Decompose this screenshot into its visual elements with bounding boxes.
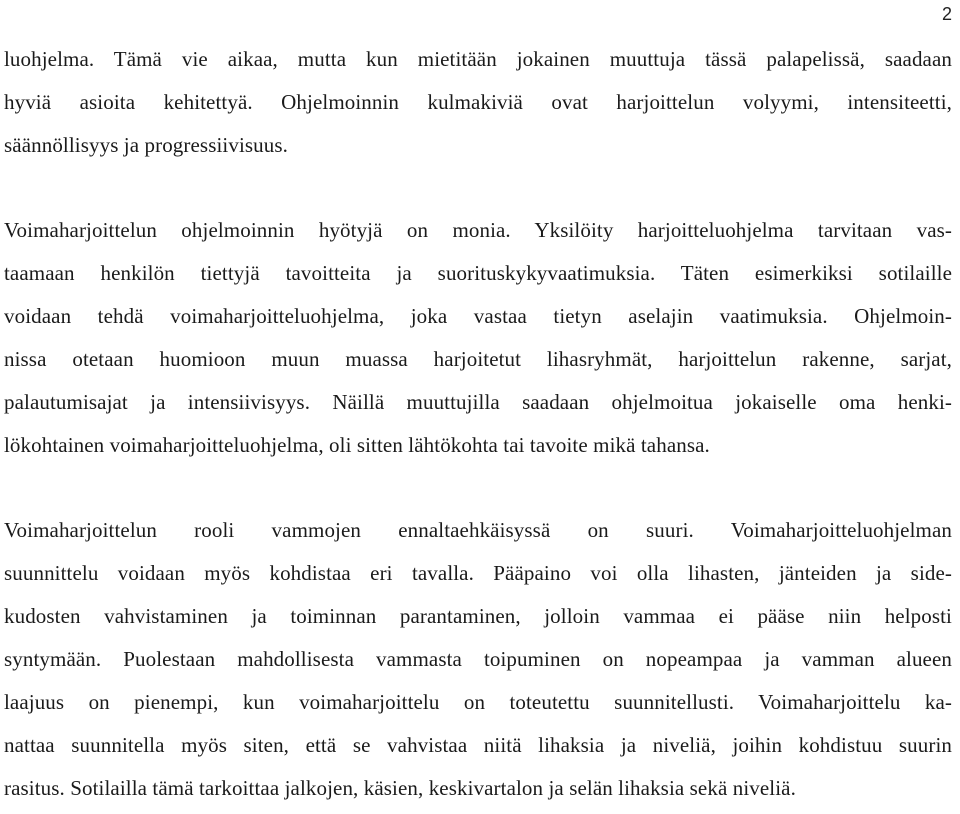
text-line: laajuus on pienempi, kun voimaharjoittelu on toteutettu suunnitellusti. Voimaharjoittelu ka- <box>4 690 952 714</box>
text-line: hyviä asioita kehitettyä. Ohjelmoinnin kulmakiviä ovat harjoittelun volyymi, intensiteetti, <box>4 90 952 114</box>
paragraph-gap <box>4 167 952 209</box>
text-line: säännöllisyys ja progressiivisuus. <box>4 133 288 157</box>
paragraph-2 <box>4 209 952 467</box>
text-line: nissa otetaan huomioon muun muassa harjoitetut lihasryhmät, harjoittelun rakenne, sarjat, <box>4 347 952 371</box>
text-line: nattaa suunnitella myös siten, että se vahvistaa niitä lihaksia ja niveliä, joihin kohdistuu suurin <box>4 733 952 757</box>
document-body <box>4 38 952 810</box>
text-line: kudosten vahvistaminen ja toiminnan parantaminen, jolloin vammaa ei pääse niin helposti <box>4 604 952 628</box>
paragraph-gap <box>4 467 952 509</box>
text-line: palautumisajat ja intensiivisyys. Näillä muuttujilla saadaan ohjelmoitua jokaiselle oma henki- <box>4 390 952 414</box>
text-line: rasitus. Sotilailla tämä tarkoittaa jalkojen, käsien, keskivartalon ja selän lihaksia sekä niveliä. <box>4 776 796 800</box>
text-line: voidaan tehdä voimaharjoitteluohjelma, joka vastaa tietyn aselajin vaatimuksia. Ohjelmoin- <box>4 304 952 328</box>
paragraph-1 <box>4 38 952 167</box>
text-line: taamaan henkilön tiettyjä tavoitteita ja suorituskykyvaatimuksia. Täten esimerkiksi sotilaille <box>4 261 952 285</box>
text-line: Voimaharjoittelun rooli vammojen ennaltaehkäisyssä on suuri. Voimaharjoitteluohjelman <box>4 518 952 542</box>
text-line: luohjelma. Tämä vie aikaa, mutta kun mietitään jokainen muuttuja tässä palapelissä, saadaan <box>4 47 952 71</box>
page-number: 2 <box>941 4 952 24</box>
text-line: syntymään. Puolestaan mahdollisesta vammasta toipuminen on nopeampaa ja vamman alueen <box>4 647 952 671</box>
paragraph-3 <box>4 509 952 810</box>
text-line: lökohtainen voimaharjoitteluohjelma, oli sitten lähtökohta tai tavoite mikä tahansa. <box>4 433 710 457</box>
text-line: Voimaharjoittelun ohjelmoinnin hyötyjä on monia. Yksilöity harjoitteluohjelma tarvitaan vas- <box>4 218 952 242</box>
text-line: suunnittelu voidaan myös kohdistaa eri tavalla. Pääpaino voi olla lihasten, jänteiden ja side- <box>4 561 952 585</box>
